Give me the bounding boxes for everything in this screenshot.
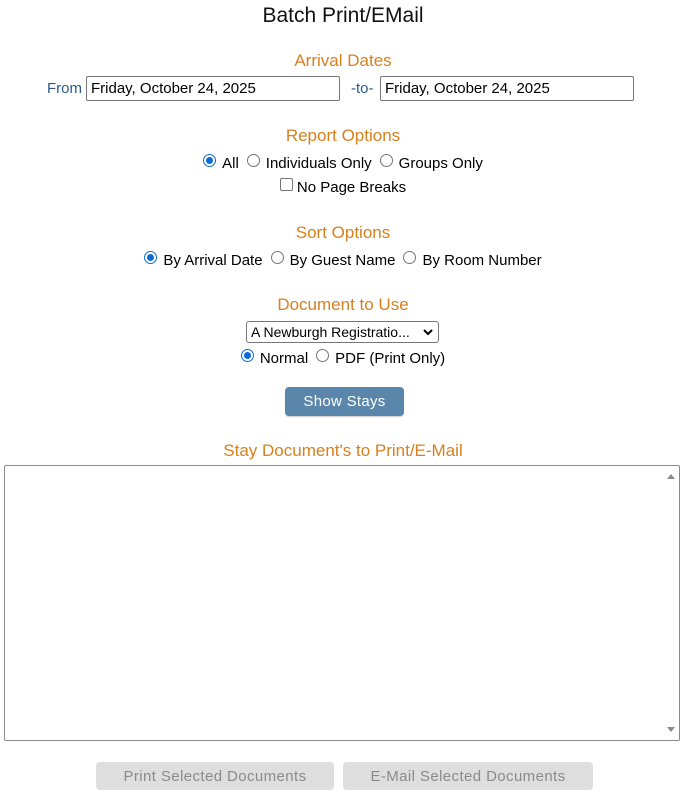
no-page-breaks-label: No Page Breaks (296, 179, 407, 196)
report-option-all[interactable] (203, 155, 239, 172)
no-page-breaks-option[interactable] (280, 179, 406, 196)
report-option-all-label: All (222, 155, 239, 172)
sort-options-group (0, 252, 686, 269)
radio-by-arrival-date[interactable] (144, 251, 157, 264)
sort-option-guest-name[interactable] (271, 252, 396, 269)
report-options-heading: Report Options (285, 126, 401, 145)
radio-pdf[interactable] (316, 349, 329, 362)
sort-option-arrival-date[interactable] (144, 252, 262, 269)
show-stays-button[interactable]: Show Stays (285, 387, 404, 416)
report-option-individuals[interactable] (247, 155, 372, 172)
arrival-dates-heading: Arrival Dates (294, 51, 392, 70)
page-title: Batch Print/EMail (262, 4, 424, 27)
no-page-breaks-checkbox[interactable] (280, 178, 293, 191)
document-format-group (0, 350, 686, 367)
from-date-input[interactable] (86, 76, 340, 101)
sort-option-room-number-label: By Room Number (422, 252, 542, 269)
stay-documents-list[interactable] (4, 465, 680, 741)
format-option-normal[interactable] (241, 350, 308, 367)
from-label: From (47, 80, 82, 97)
sort-options-heading: Sort Options (295, 223, 391, 242)
scroll-up-icon[interactable] (667, 474, 675, 479)
sort-option-arrival-date-label: By Arrival Date (163, 252, 263, 269)
scroll-down-icon[interactable] (667, 727, 675, 732)
format-option-normal-label: Normal (259, 350, 309, 367)
sort-option-guest-name-label: By Guest Name (289, 252, 396, 269)
report-option-groups[interactable] (380, 155, 483, 172)
to-label: -to- (351, 80, 374, 97)
radio-normal[interactable] (241, 349, 254, 362)
chevron-down-icon (421, 325, 435, 339)
report-option-individuals-label: Individuals Only (265, 155, 372, 172)
format-option-pdf[interactable] (316, 350, 445, 367)
report-option-groups-label: Groups Only (398, 155, 483, 172)
document-to-use-heading: Document to Use (277, 295, 409, 314)
radio-by-guest-name[interactable] (271, 251, 284, 264)
stay-documents-heading: Stay Document's to Print/E-Mail (223, 441, 463, 460)
radio-individuals-only[interactable] (247, 154, 260, 167)
radio-by-room-number[interactable] (403, 251, 416, 264)
report-options-group (0, 155, 686, 172)
radio-all[interactable] (203, 154, 216, 167)
to-date-input[interactable] (380, 76, 634, 101)
radio-groups-only[interactable] (380, 154, 393, 167)
email-selected-documents-button[interactable]: E-Mail Selected Documents (343, 762, 593, 790)
print-selected-documents-button[interactable]: Print Selected Documents (96, 762, 334, 790)
sort-option-room-number[interactable] (403, 252, 541, 269)
format-option-pdf-label: PDF (Print Only) (335, 350, 446, 367)
document-select-value: A Newburgh Registratio... (251, 324, 410, 340)
document-select[interactable] (246, 321, 439, 343)
no-page-breaks-row (0, 179, 686, 196)
